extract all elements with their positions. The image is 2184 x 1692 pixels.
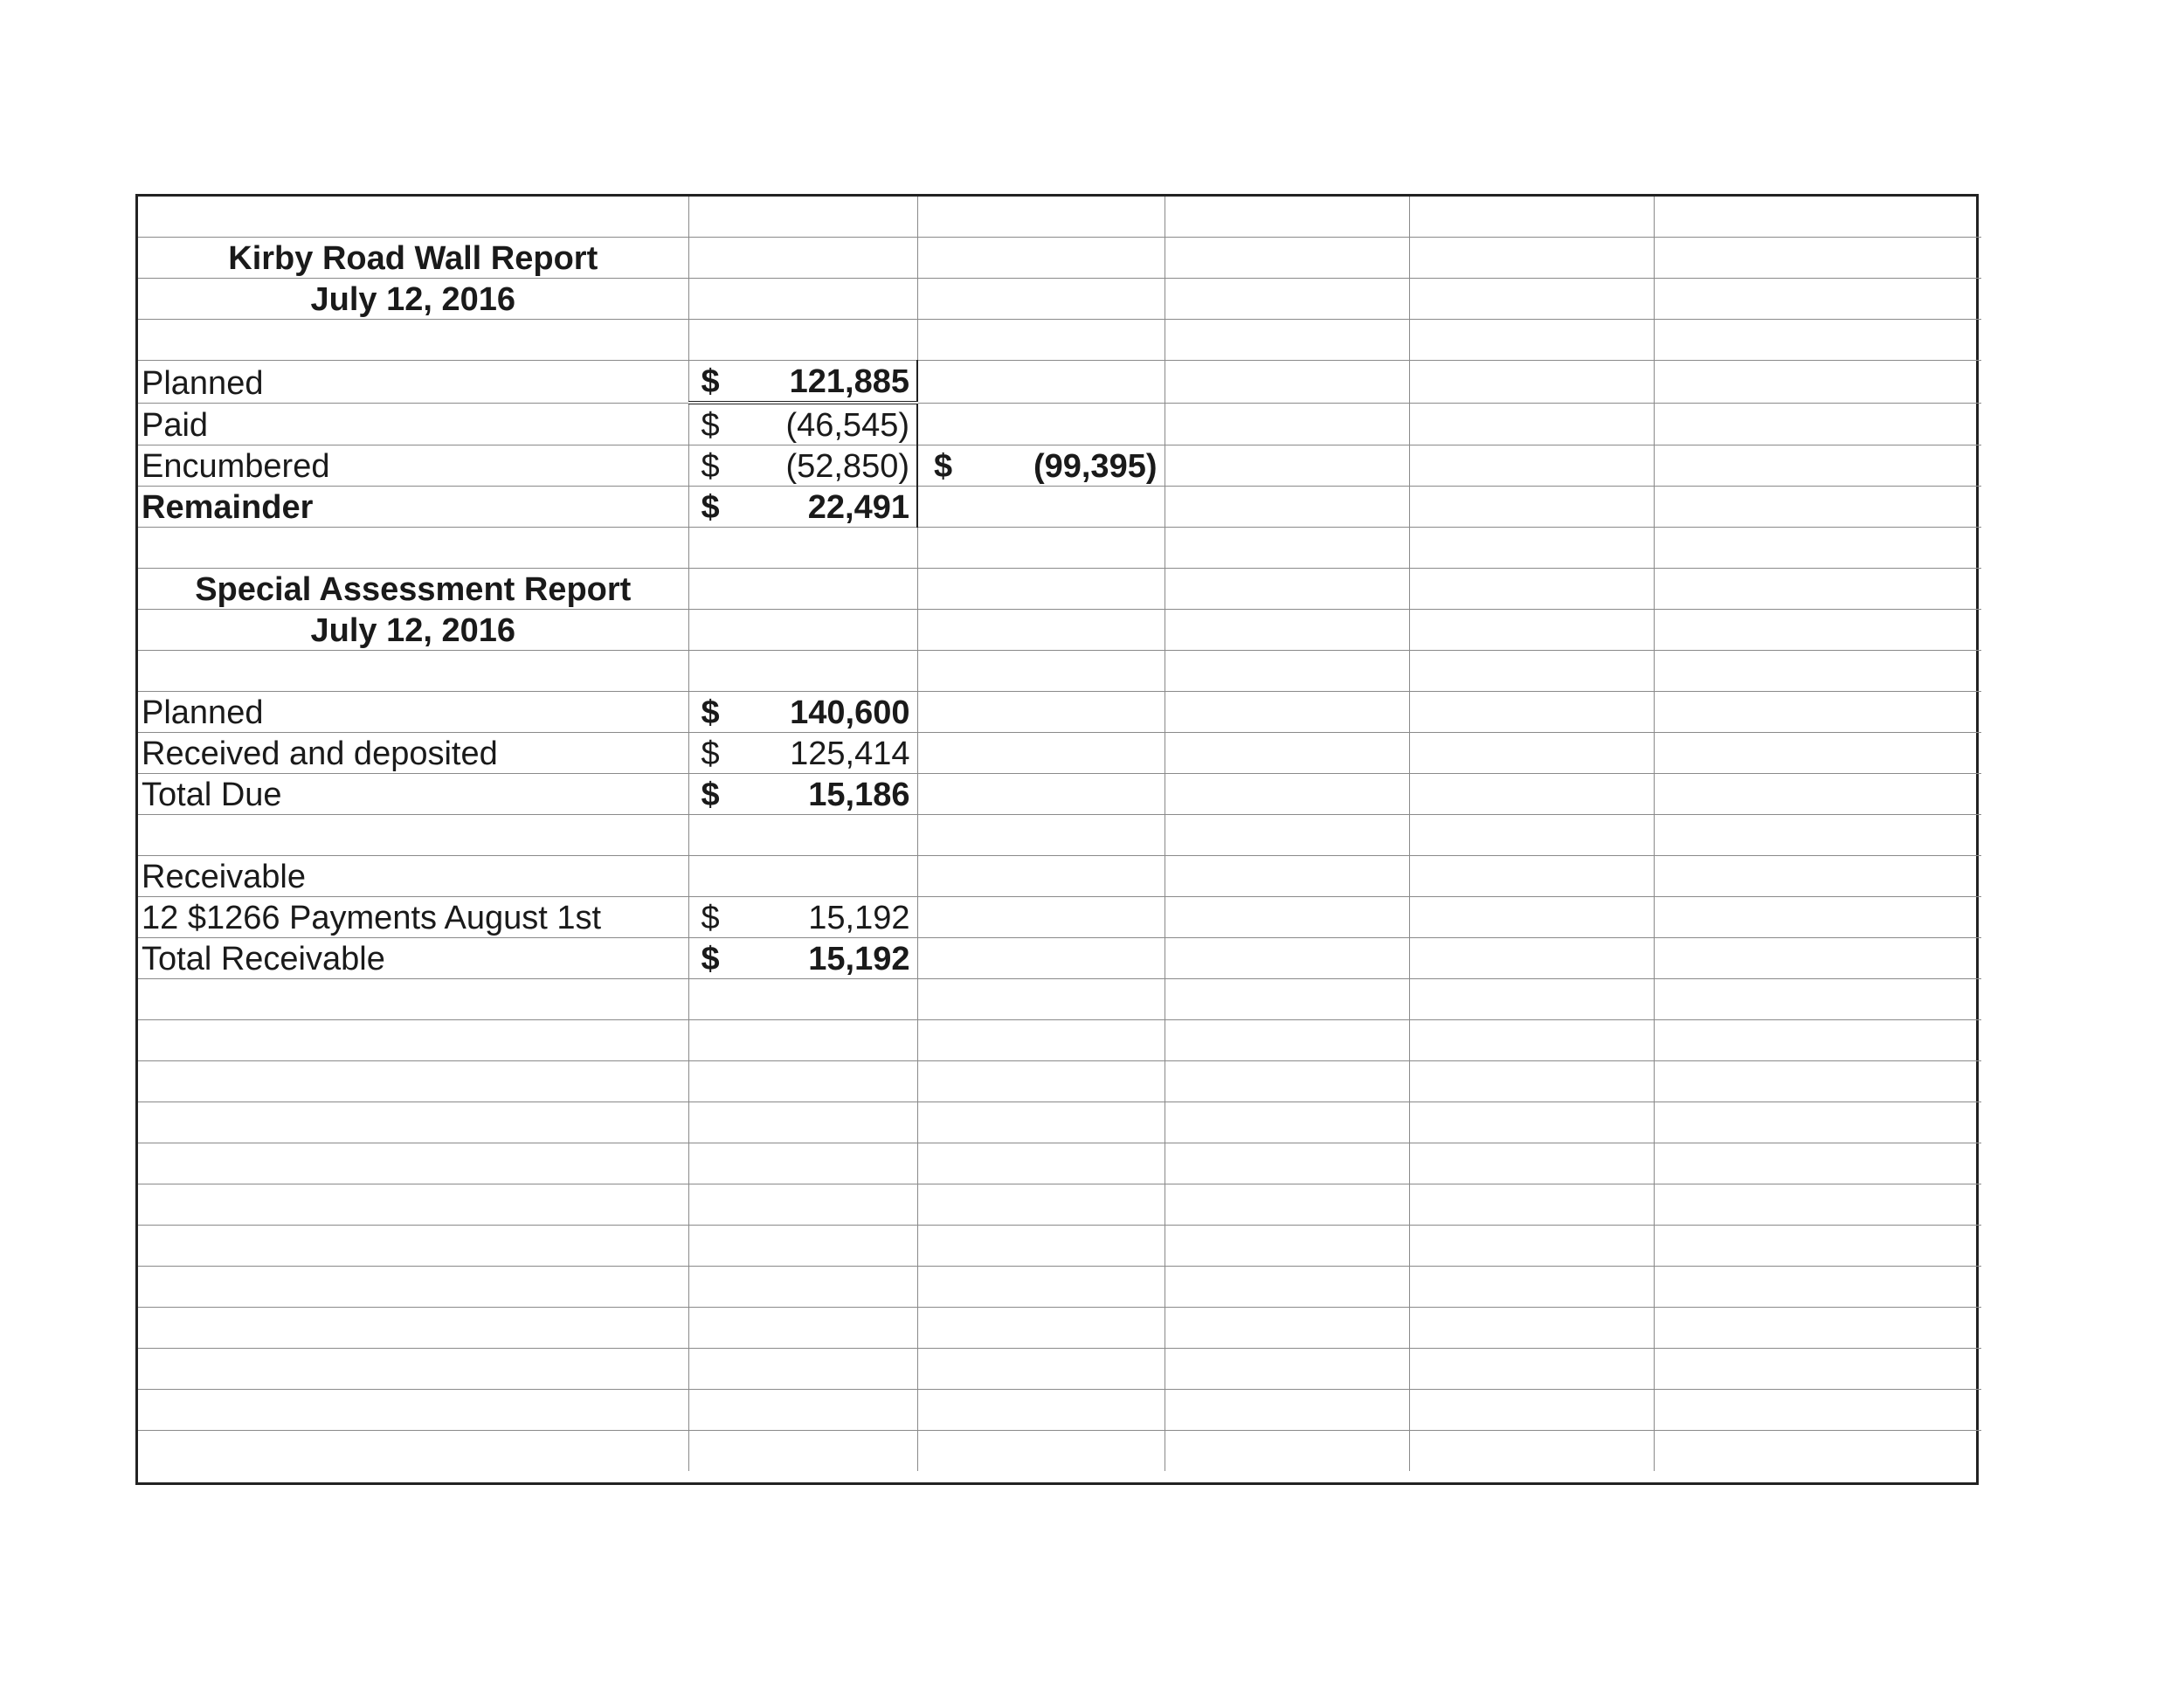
spreadsheet-printout bbox=[135, 194, 1979, 1485]
amount-value: 140,600 bbox=[790, 694, 910, 731]
special-row-received bbox=[138, 733, 1981, 774]
receivable-row-total bbox=[138, 938, 1981, 979]
amount-value: 121,885 bbox=[789, 363, 909, 400]
subtotal-cell bbox=[917, 445, 1165, 487]
row-label: Paid bbox=[138, 403, 688, 445]
subtotal-value: (99,395) bbox=[1033, 448, 1158, 485]
row-label: Encumbered bbox=[138, 445, 688, 487]
kirby-row-encumbered bbox=[138, 445, 1981, 487]
currency-symbol: $ bbox=[701, 363, 720, 400]
amount-value: 15,192 bbox=[808, 900, 910, 936]
row-label: Planned bbox=[138, 361, 688, 404]
amount-value: (52,850) bbox=[785, 448, 909, 485]
special-row-total-due bbox=[138, 774, 1981, 815]
currency-symbol: $ bbox=[701, 448, 720, 485]
special-row-planned bbox=[138, 692, 1981, 733]
currency-symbol: $ bbox=[701, 407, 720, 444]
currency-symbol: $ bbox=[934, 448, 953, 485]
kirby-row-remainder bbox=[138, 487, 1981, 528]
currency-symbol: $ bbox=[701, 489, 720, 526]
row-label: 12 $1266 Payments August 1st bbox=[138, 897, 688, 938]
amount-value: 22,491 bbox=[807, 489, 909, 526]
currency-symbol: $ bbox=[701, 736, 720, 772]
row-label: Remainder bbox=[138, 487, 688, 528]
amount-value: 125,414 bbox=[790, 736, 910, 772]
special-report-date: July 12, 2016 bbox=[138, 610, 688, 651]
receivable-heading: Receivable bbox=[138, 856, 688, 897]
currency-symbol: $ bbox=[701, 777, 720, 813]
amount-value: 15,186 bbox=[808, 777, 910, 813]
report-grid bbox=[138, 197, 1981, 1471]
receivable-row-payments bbox=[138, 897, 1981, 938]
row-label: Total Receivable bbox=[138, 938, 688, 979]
row-label: Planned bbox=[138, 692, 688, 733]
special-report-title: Special Assessment Report bbox=[138, 569, 688, 610]
currency-symbol: $ bbox=[701, 900, 720, 936]
kirby-report-title: Kirby Road Wall Report bbox=[138, 238, 688, 279]
kirby-row-paid bbox=[138, 403, 1981, 445]
currency-symbol: $ bbox=[701, 694, 720, 731]
row-label: Received and deposited bbox=[138, 733, 688, 774]
amount-value: 15,192 bbox=[808, 941, 910, 977]
row-label: Total Due bbox=[138, 774, 688, 815]
currency-symbol: $ bbox=[701, 941, 720, 977]
kirby-report-date: July 12, 2016 bbox=[138, 279, 688, 320]
kirby-row-planned bbox=[138, 361, 1981, 404]
amount-value: (46,545) bbox=[785, 407, 909, 444]
